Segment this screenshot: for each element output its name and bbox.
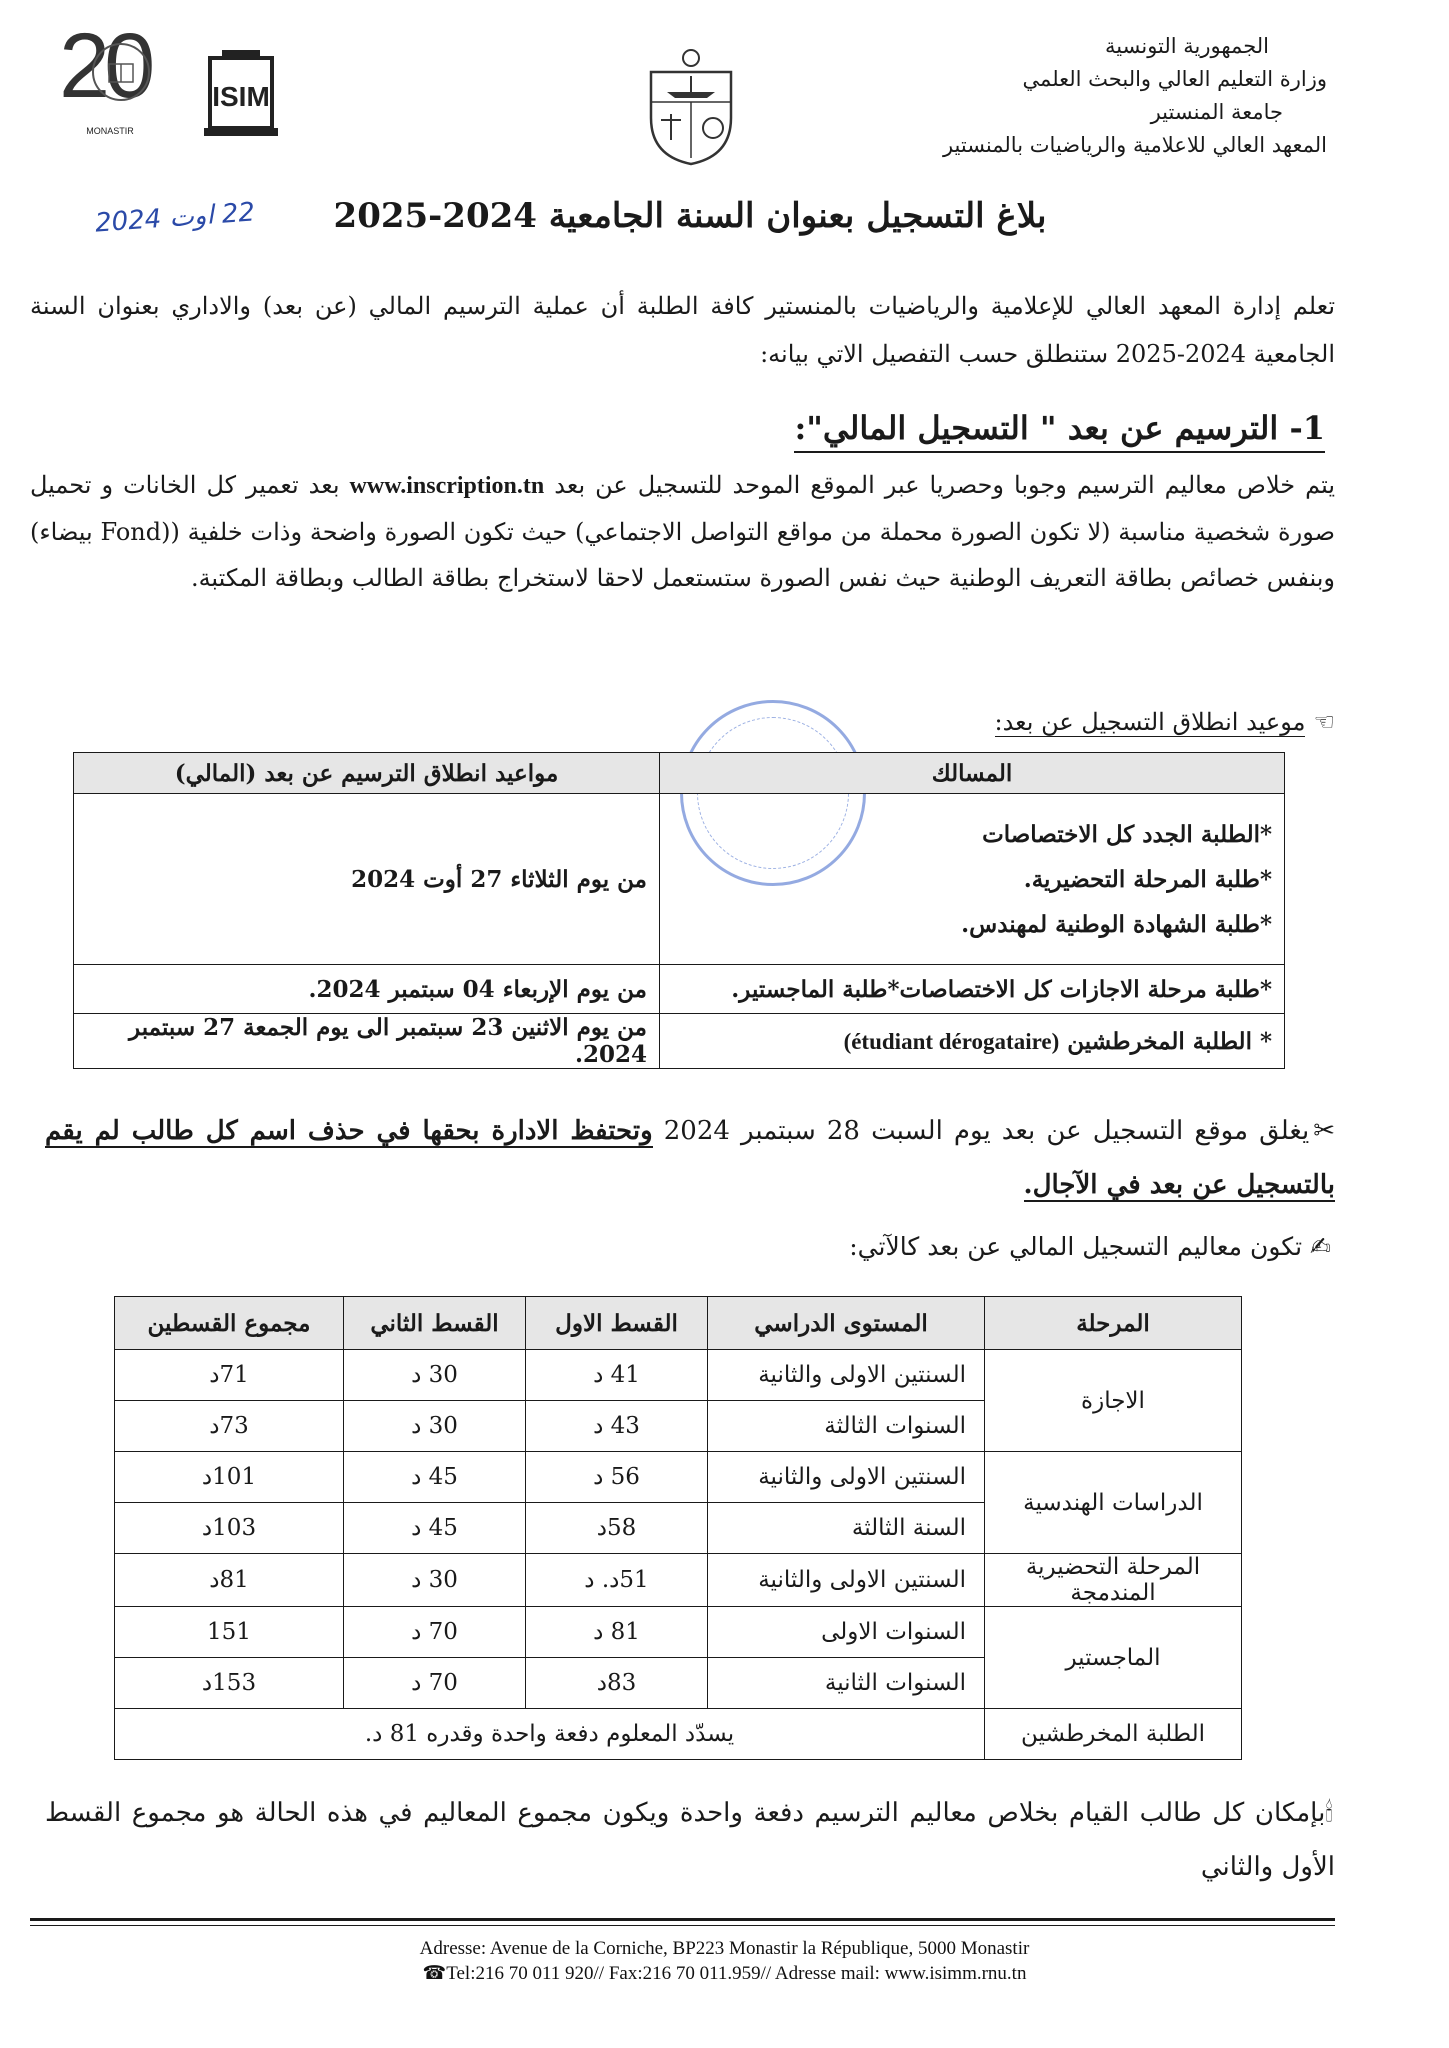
second-cell: 30 د [344,1554,526,1607]
final-note [45,1786,1335,1894]
date-cell: من يوم الثلاثاء 27 أوت 2024 [74,794,660,965]
level-cell: السنتين الاولى والثانية [708,1350,985,1401]
closing-warning: وتحتفظ الادارة بحقها في حذف اسم كل طالب لم يقم بالتسجيل عن بعد في الآجال. [45,1116,1335,1200]
second-cell: 30 د [344,1350,526,1401]
header-first: القسط الاول [526,1297,708,1350]
document-title: بلاغ التسجيل بعنوان السنة الجامعية 2024-2025 [333,196,1047,236]
first-cell: 58د [526,1503,708,1554]
footer-address: Adresse: Avenue de la Corniche, BP223 Monastir la République, 5000 Monastir [419,1938,1030,1959]
header-dates: مواعيد انطلاق الترسيم عن بعد (المالي) [74,753,660,794]
stage-cell: الطلبة المخرطشين [985,1709,1242,1760]
track-line: *طلبة الشهادة الوطنية لمهندس. [961,910,1272,938]
total-cell: 71د [115,1350,344,1401]
track-cell [660,794,1285,965]
track-cell: *طلبة مرحلة الاجازات كل الاختصاصات*طلبة الماجستير. [660,965,1285,1014]
writing-hand-icon: ✍ [1310,1232,1331,1261]
level-cell: السنوات الاولى [708,1607,985,1658]
section1-heading: 1- الترسيم عن بعد " التسجيل المالي": [794,405,1325,453]
table-row [115,1607,1242,1658]
stage-cell: الماجستير [985,1607,1242,1709]
closing-notice [45,1104,1335,1212]
level-cell: السنتين الاولى والثانية [708,1554,985,1607]
section1-text-after: بعد تعمير كل الخانات و تحميل صورة شخصية مناسبة (لا تكون الصورة محملة من مواقع التواصل الاجتماعي) حيث تكون الصورة واضحة وذات خلفية ((Fond بيضاء) وبنفس خصائص بطاقة التعريف الوطنية حيث نفس الصورة ستستعمل لاحقا لاستخراج بطاقة الطالب وبطاقة المكتبة. [30,471,1335,592]
svg-text:ISIM: ISIM [212,81,270,112]
registration-link[interactable]: www.inscription.tn [349,473,545,499]
footer-divider [30,1918,1335,1926]
anniversary-emblem-icon [55,22,155,122]
second-cell: 45 د [344,1503,526,1554]
table-header-row [74,753,1285,794]
schedule-label [995,708,1336,736]
anniversary-logo: 20 MONASTIR [55,22,155,130]
level-cell: السنوات الثالثة [708,1401,985,1452]
section1-text-before: يتم خلاص معاليم الترسيم وجوبا وحصريا عبر الموقع الموحد للتسجيل عن بعد [554,471,1335,499]
first-cell: 41 د [526,1350,708,1401]
total-cell: 151 [115,1607,344,1658]
table-row [115,1452,1242,1503]
note-cell: يسدّد المعلوم دفعة واحدة وقدره 81 د. [115,1709,985,1760]
tunisia-coat-of-arms-icon [643,48,739,168]
track-cell [660,1014,1285,1069]
table-header-row [115,1297,1242,1350]
track-label: * الطلبة المخرطشين [1067,1027,1272,1055]
stage-cell: الدراسات الهندسية [985,1452,1242,1554]
track-line: *طلبة المرحلة التحضيرية. [1023,865,1272,893]
track-label-fr: (étudiant dérogataire) [843,1028,1060,1054]
section1-body [30,462,1335,601]
track-line: *الطلبة الجدد كل الاختصاصات [982,820,1272,848]
header-total: مجموع القسطين [115,1297,344,1350]
level-cell: السنوات الثانية [708,1658,985,1709]
date-cell: من يوم الاثنين 23 سبتمبر الى يوم الجمعة 27 سبتمبر 2024. [74,1014,660,1069]
footer-contact [0,1962,1449,1985]
second-cell: 70 د [344,1658,526,1709]
first-cell: 81 د [526,1607,708,1658]
first-cell: 43 د [526,1401,708,1452]
phone-icon: ☎ [422,1963,447,1984]
fees-label-text: تكون معاليم التسجيل المالي عن بعد كالآتي: [849,1232,1303,1261]
header-level: المستوى الدراسي [708,1297,985,1350]
table-row [115,1350,1242,1401]
level-cell: السنتين الاولى والثانية [708,1452,985,1503]
total-cell: 103د [115,1503,344,1554]
isimm-logo-icon [200,50,282,140]
header-second: القسط الثاني [344,1297,526,1350]
first-cell: 56 د [526,1452,708,1503]
header-line: جامعة المنستير [1150,100,1283,124]
stage-cell: الاجازة [985,1350,1242,1452]
table-row [115,1709,1242,1760]
total-cell: 153د [115,1658,344,1709]
header-line: الجمهورية التونسية [1105,34,1269,58]
closing-text: يغلق موقع التسجيل عن بعد يوم السبت 28 سبتمبر 2024 [663,1116,1310,1146]
ministry-header [907,30,1327,162]
second-cell: 45 د [344,1452,526,1503]
fees-label [849,1232,1331,1261]
handwritten-date: 22 اوت 2024 [94,197,256,239]
fees-table [114,1296,1242,1760]
intro-paragraph: تعلم إدارة المعهد العالي للإعلامية والرياضيات بالمنستير كافة الطلبة أن عملية الترسيم المالي (عن بعد) والاداري بعنوان السنة الجامعية 2024-2025 ستنطلق حسب التفصيل الاتي بيانه: [30,292,1335,368]
table-row [74,965,1285,1014]
first-cell: 51د. د [526,1554,708,1607]
level-cell: السنة الثالثة [708,1503,985,1554]
total-cell: 73د [115,1401,344,1452]
schedule-table [73,752,1285,1069]
header-line: المعهد العالي للاعلامية والرياضيات بالمنستير [942,133,1327,157]
header-track: المسالك [660,753,1285,794]
candle-icon: 🕯 [1325,1798,1335,1828]
table-row [74,1014,1285,1069]
second-cell: 30 د [344,1401,526,1452]
header-line: وزارة التعليم العالي والبحث العلمي [1022,67,1327,91]
final-note-text: بإمكان كل طالب القيام بخلاص معاليم الترسيم دفعة واحدة ويكون مجموع المعاليم في هذه الحالة هو مجموع القسط الأول والثاني [45,1798,1335,1882]
logo-caption: MONASTIR [86,126,134,136]
total-cell: 101د [115,1452,344,1503]
footer-contact-text: Tel:216 70 011 920// Fax:216 70 011.959// Adresse mail: www.isimm.rnu.tn [446,1963,1027,1984]
schedule-label-text: موعيد انطلاق التسجيل عن بعد: [994,708,1306,736]
table-row [115,1554,1242,1607]
header-stage: المرحلة [985,1297,1242,1350]
second-cell: 70 د [344,1607,526,1658]
total-cell: 81د [115,1554,344,1607]
scissors-icon: ✂ [1313,1116,1335,1146]
table-row [74,794,1285,965]
pointing-hand-icon: ☜ [1313,708,1335,736]
date-cell: من يوم الإربعاء 04 سبتمبر 2024. [74,965,660,1014]
stage-cell: المرحلة التحضيرية المندمجة [985,1554,1242,1607]
first-cell: 83د [526,1658,708,1709]
